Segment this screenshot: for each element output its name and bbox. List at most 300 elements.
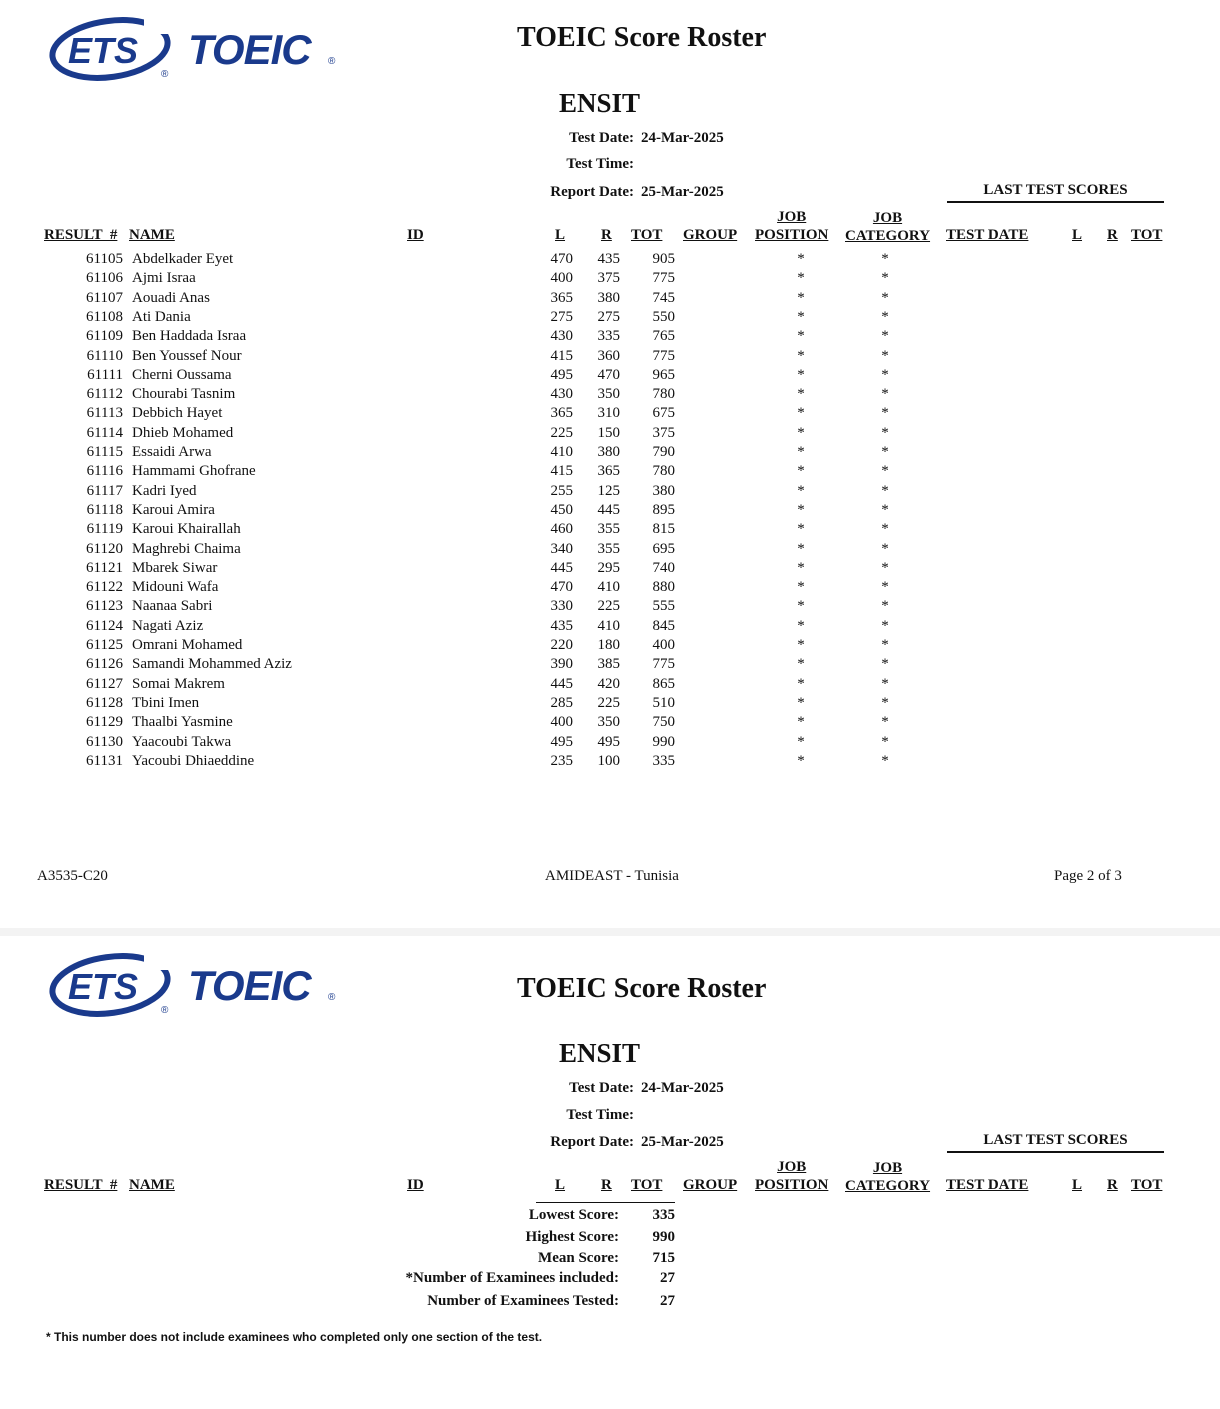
listening-score: 340 xyxy=(550,540,573,557)
table-row xyxy=(0,290,1220,309)
col-r: R xyxy=(601,1177,612,1193)
table-row xyxy=(0,598,1220,617)
examinee-name: Yacoubi Dhiaeddine xyxy=(132,752,255,769)
examinees-included-label: *Number of Examinees included: xyxy=(405,1270,619,1286)
table-row xyxy=(0,425,1220,444)
reading-score: 355 xyxy=(597,521,620,538)
examinee-name: Essaidi Arwa xyxy=(132,444,212,460)
total-score: 865 xyxy=(652,675,675,692)
total-score: 790 xyxy=(652,444,675,460)
reading-score: 380 xyxy=(597,289,620,306)
col-test-date: TEST DATE xyxy=(946,1177,1029,1193)
report-title: TOEIC Score Roster xyxy=(517,22,767,53)
job-category: * xyxy=(881,540,889,557)
result-number: 61119 xyxy=(86,521,123,538)
examinee-name: Cherni Oussama xyxy=(132,366,232,383)
table-row xyxy=(0,753,1220,772)
svg-text:ETS: ETS xyxy=(68,30,139,71)
reading-score: 225 xyxy=(597,694,620,711)
job-category: * xyxy=(881,579,889,596)
result-number: 61124 xyxy=(86,617,123,634)
listening-score: 495 xyxy=(550,733,573,750)
total-score: 965 xyxy=(652,366,675,383)
total-score: 765 xyxy=(652,328,675,345)
job-category: * xyxy=(881,444,889,460)
examinee-name: Debbich Hayet xyxy=(132,405,223,422)
lowest-score-label: Lowest Score: xyxy=(528,1207,619,1223)
col-r: R xyxy=(601,227,612,243)
col-job-category xyxy=(845,209,930,245)
job-category: * xyxy=(881,424,889,441)
total-score: 375 xyxy=(652,424,675,441)
ets-toeic-logo xyxy=(48,950,348,1020)
svg-text:®: ® xyxy=(328,56,336,67)
job-position: * xyxy=(797,405,805,422)
job-position: * xyxy=(797,559,805,576)
examinee-name: Ati Dania xyxy=(132,308,191,325)
reading-score: 380 xyxy=(597,444,620,460)
job-position: * xyxy=(797,714,805,731)
examinees-included-value: 27 xyxy=(660,1270,675,1286)
col-tot: TOT xyxy=(631,1177,663,1193)
col-job-position-bottom: POSITION xyxy=(755,227,829,243)
job-category: * xyxy=(881,482,889,499)
examinees-tested-value: 27 xyxy=(660,1293,675,1309)
table-row xyxy=(0,695,1220,714)
examinee-name: Ajmi Israa xyxy=(132,270,196,287)
job-category: * xyxy=(881,289,889,306)
col-test-date: TEST DATE xyxy=(946,227,1029,243)
total-score: 740 xyxy=(652,559,675,576)
col-id: ID xyxy=(407,1177,424,1193)
job-category: * xyxy=(881,637,889,653)
col-tot: TOT xyxy=(631,227,663,243)
examinee-name: Somai Makrem xyxy=(132,675,225,692)
job-position: * xyxy=(797,752,805,769)
result-number: 61125 xyxy=(86,637,123,653)
job-category: * xyxy=(881,366,889,383)
total-score: 695 xyxy=(652,540,675,557)
examinee-name: Kadri Iyed xyxy=(132,482,197,499)
reading-score: 350 xyxy=(597,714,620,731)
table-row xyxy=(0,560,1220,579)
total-score: 745 xyxy=(652,289,675,306)
examinees-tested-label: Number of Examinees Tested: xyxy=(427,1293,619,1309)
svg-text:®: ® xyxy=(328,992,336,1003)
result-number: 61106 xyxy=(86,270,123,287)
result-number: 61128 xyxy=(86,694,123,711)
result-number: 61107 xyxy=(86,289,123,306)
examinee-name: Ben Haddada Israa xyxy=(132,328,247,345)
table-row xyxy=(0,367,1220,386)
job-category: * xyxy=(881,656,889,673)
listening-score: 415 xyxy=(550,347,573,364)
summary-lowest-score xyxy=(0,1207,1220,1229)
page-divider xyxy=(0,928,1220,936)
last-test-scores-rule xyxy=(947,201,1164,203)
total-score: 510 xyxy=(652,694,675,711)
table-row xyxy=(0,521,1220,540)
col-last-r: R xyxy=(1107,1177,1118,1193)
examinee-name: Chourabi Tasnim xyxy=(132,386,236,403)
col-last-r: R xyxy=(1107,227,1118,243)
test-date-label: Test Date: xyxy=(569,1080,634,1096)
col-job-position xyxy=(755,208,828,244)
result-number: 61117 xyxy=(86,482,123,499)
report-date-value: 25-Mar-2025 xyxy=(641,184,724,200)
listening-score: 435 xyxy=(550,617,573,634)
footer-center: AMIDEAST - Tunisia xyxy=(545,868,679,884)
listening-score: 330 xyxy=(550,598,573,615)
last-test-scores-heading: LAST TEST SCORES xyxy=(983,1132,1128,1148)
table-row xyxy=(0,734,1220,753)
job-category: * xyxy=(881,386,889,403)
listening-score: 430 xyxy=(550,386,573,403)
col-job-position xyxy=(755,1158,828,1194)
total-score: 845 xyxy=(652,617,675,634)
col-name: NAME xyxy=(129,1177,175,1193)
listening-score: 470 xyxy=(550,251,573,267)
result-number: 61126 xyxy=(86,656,123,673)
table-row xyxy=(0,618,1220,637)
total-score: 895 xyxy=(652,501,675,518)
examinee-name: Samandi Mohammed Aziz xyxy=(132,656,292,673)
table-row xyxy=(0,270,1220,289)
reading-score: 355 xyxy=(597,540,620,557)
total-score: 780 xyxy=(652,463,675,480)
result-number: 61109 xyxy=(86,328,123,345)
organization-name: ENSIT xyxy=(559,88,641,118)
table-row xyxy=(0,463,1220,482)
total-score: 555 xyxy=(652,598,675,615)
highest-score-value: 990 xyxy=(652,1229,675,1245)
col-id: ID xyxy=(407,227,424,243)
col-job-position-top: JOB xyxy=(777,1159,807,1175)
listening-score: 400 xyxy=(550,270,573,287)
job-category: * xyxy=(881,328,889,345)
job-category: * xyxy=(881,308,889,325)
job-category: * xyxy=(881,251,889,267)
job-position: * xyxy=(797,579,805,596)
col-last-l: L xyxy=(1072,1177,1083,1193)
job-category: * xyxy=(881,694,889,711)
listening-score: 450 xyxy=(550,501,573,518)
ets-toeic-logo xyxy=(48,14,348,84)
job-category: * xyxy=(881,501,889,518)
job-position: * xyxy=(797,424,805,441)
table-row xyxy=(0,656,1220,675)
result-number: 61112 xyxy=(86,386,123,403)
col-name: NAME xyxy=(129,227,175,243)
reading-score: 100 xyxy=(597,752,620,769)
job-position: * xyxy=(797,501,805,518)
table-row xyxy=(0,348,1220,367)
examinee-name: Yaacoubi Takwa xyxy=(132,733,232,750)
job-position: * xyxy=(797,598,805,615)
col-last-tot: TOT xyxy=(1131,227,1163,243)
col-job-category-top: JOB xyxy=(872,1160,903,1176)
listening-score: 430 xyxy=(550,328,573,345)
summary-examinees-included xyxy=(0,1270,1220,1292)
reading-score: 350 xyxy=(597,386,620,403)
job-position: * xyxy=(797,366,805,383)
job-category: * xyxy=(881,714,889,731)
svg-text:®: ® xyxy=(161,1005,169,1016)
job-position: * xyxy=(797,521,805,538)
test-date-label: Test Date: xyxy=(569,130,634,146)
examinee-name: Tbini Imen xyxy=(132,694,200,711)
listening-score: 285 xyxy=(550,694,573,711)
col-result: RESULT # xyxy=(44,1177,118,1193)
summary-mean-score xyxy=(0,1250,1220,1272)
job-category: * xyxy=(881,347,889,364)
job-category: * xyxy=(881,598,889,615)
result-number: 61113 xyxy=(86,405,123,422)
total-score: 380 xyxy=(652,482,675,499)
table-row xyxy=(0,386,1220,405)
examinee-name: Abdelkader Eyet xyxy=(132,251,234,267)
reading-score: 445 xyxy=(597,501,620,518)
listening-score: 235 xyxy=(550,752,573,769)
total-score: 750 xyxy=(652,714,675,731)
test-date-value: 24-Mar-2025 xyxy=(641,130,724,146)
table-row xyxy=(0,579,1220,598)
examinee-name: Ben Youssef Nour xyxy=(132,347,242,364)
total-score: 880 xyxy=(652,579,675,596)
summary-rule xyxy=(536,1202,675,1203)
examinee-name: Midouni Wafa xyxy=(132,579,219,596)
table-row xyxy=(0,483,1220,502)
reading-score: 125 xyxy=(597,482,620,499)
total-score: 675 xyxy=(652,405,675,422)
footnote: * This number does not include examinees who completed only one section of the test. xyxy=(46,1330,543,1344)
examinee-name: Thaalbi Yasmine xyxy=(132,714,233,731)
total-score: 335 xyxy=(652,752,675,769)
job-position: * xyxy=(797,386,805,403)
test-date-value: 24-Mar-2025 xyxy=(641,1080,724,1096)
total-score: 780 xyxy=(652,386,675,403)
col-job-category-bottom: CATEGORY xyxy=(845,228,931,244)
reading-score: 180 xyxy=(597,637,620,653)
last-test-scores-heading: LAST TEST SCORES xyxy=(983,182,1128,198)
footer-code: A3535-C20 xyxy=(37,868,108,884)
job-position: * xyxy=(797,656,805,673)
result-number: 61115 xyxy=(86,444,123,460)
reading-score: 360 xyxy=(597,347,620,364)
job-position: * xyxy=(797,694,805,711)
examinee-name: Naanaa Sabri xyxy=(132,598,213,615)
svg-text:TOEIC: TOEIC xyxy=(188,26,311,73)
result-number: 61105 xyxy=(86,251,123,267)
job-position: * xyxy=(797,347,805,364)
listening-score: 495 xyxy=(550,366,573,383)
col-last-tot: TOT xyxy=(1131,1177,1163,1193)
col-group: GROUP xyxy=(683,1177,738,1193)
examinee-name: Mbarek Siwar xyxy=(132,559,218,576)
col-job-category-top: JOB xyxy=(872,210,903,226)
job-position: * xyxy=(797,463,805,480)
job-category: * xyxy=(881,270,889,287)
table-row xyxy=(0,676,1220,695)
test-time-label: Test Time: xyxy=(566,1107,634,1123)
listening-score: 275 xyxy=(550,308,573,325)
listening-score: 365 xyxy=(550,405,573,422)
result-number: 61114 xyxy=(86,424,123,441)
listening-score: 410 xyxy=(550,444,573,460)
reading-score: 435 xyxy=(597,251,620,267)
col-job-category-bottom: CATEGORY xyxy=(845,1178,931,1194)
reading-score: 335 xyxy=(597,328,620,345)
ets-toeic-logo-graphic xyxy=(48,950,348,1020)
job-category: * xyxy=(881,463,889,480)
listening-score: 365 xyxy=(550,289,573,306)
report-date-label: Report Date: xyxy=(550,184,634,200)
listening-score: 445 xyxy=(550,675,573,692)
job-category: * xyxy=(881,617,889,634)
result-number: 61121 xyxy=(86,559,123,576)
job-category: * xyxy=(881,405,889,422)
examinee-name: Nagati Aziz xyxy=(132,617,204,634)
roster-page-3 xyxy=(0,936,1220,1409)
result-number: 61110 xyxy=(86,347,123,364)
report-date-value: 25-Mar-2025 xyxy=(641,1134,724,1150)
job-category: * xyxy=(881,559,889,576)
examinee-name: Karoui Amira xyxy=(132,501,215,518)
summary-examinees-tested xyxy=(0,1293,1220,1315)
table-row xyxy=(0,251,1220,270)
summary-highest-score xyxy=(0,1229,1220,1251)
listening-score: 400 xyxy=(550,714,573,731)
job-category: * xyxy=(881,675,889,692)
col-last-l: L xyxy=(1072,227,1083,243)
svg-text:TOEIC: TOEIC xyxy=(188,962,311,1009)
job-position: * xyxy=(797,675,805,692)
result-number: 61123 xyxy=(86,598,123,615)
reading-score: 495 xyxy=(597,733,620,750)
listening-score: 390 xyxy=(550,656,573,673)
col-job-position-top: JOB xyxy=(777,209,807,225)
total-score: 400 xyxy=(652,637,675,653)
total-score: 775 xyxy=(652,270,675,287)
reading-score: 385 xyxy=(597,656,620,673)
reading-score: 420 xyxy=(597,675,620,692)
job-category: * xyxy=(881,733,889,750)
result-number: 61108 xyxy=(86,308,123,325)
job-position: * xyxy=(797,482,805,499)
table-row xyxy=(0,502,1220,521)
report-title: TOEIC Score Roster xyxy=(517,973,767,1004)
last-test-scores-rule xyxy=(947,1151,1164,1153)
total-score: 815 xyxy=(652,521,675,538)
job-category: * xyxy=(881,752,889,769)
test-time-label: Test Time: xyxy=(566,156,634,172)
result-number: 61131 xyxy=(86,752,123,769)
job-position: * xyxy=(797,328,805,345)
examinee-name: Aouadi Anas xyxy=(132,289,210,306)
organization-name: ENSIT xyxy=(559,1038,641,1068)
lowest-score-value: 335 xyxy=(652,1207,675,1223)
result-number: 61116 xyxy=(86,463,123,480)
mean-score-value: 715 xyxy=(652,1250,675,1266)
table-row xyxy=(0,309,1220,328)
reading-score: 365 xyxy=(597,463,620,480)
reading-score: 295 xyxy=(597,559,620,576)
job-category: * xyxy=(881,521,889,538)
col-l: L xyxy=(555,1177,566,1193)
table-row xyxy=(0,541,1220,560)
result-number: 61127 xyxy=(86,675,123,692)
footer-page-number: Page 2 of 3 xyxy=(1054,868,1122,884)
reading-score: 375 xyxy=(597,270,620,287)
total-score: 775 xyxy=(652,656,675,673)
total-score: 550 xyxy=(652,308,675,325)
examinee-name: Karoui Khairallah xyxy=(132,521,241,538)
table-row xyxy=(0,405,1220,424)
job-position: * xyxy=(797,289,805,306)
listening-score: 220 xyxy=(550,637,573,653)
listening-score: 225 xyxy=(550,424,573,441)
examinee-name: Maghrebi Chaima xyxy=(132,540,241,557)
reading-score: 225 xyxy=(597,598,620,615)
table-row xyxy=(0,444,1220,463)
col-result: RESULT # xyxy=(44,227,118,243)
listening-score: 445 xyxy=(550,559,573,576)
job-position: * xyxy=(797,617,805,634)
examinee-name: Dhieb Mohamed xyxy=(132,424,234,441)
reading-score: 470 xyxy=(597,366,620,383)
reading-score: 410 xyxy=(597,579,620,596)
table-row xyxy=(0,328,1220,347)
listening-score: 460 xyxy=(550,521,573,538)
reading-score: 150 xyxy=(597,424,620,441)
col-l: L xyxy=(555,227,566,243)
examinee-name: Hammami Ghofrane xyxy=(132,463,256,480)
listening-score: 255 xyxy=(550,482,573,499)
total-score: 775 xyxy=(652,347,675,364)
svg-text:ETS: ETS xyxy=(68,966,139,1007)
reading-score: 275 xyxy=(597,308,620,325)
job-position: * xyxy=(797,637,805,653)
table-row xyxy=(0,714,1220,733)
result-number: 61120 xyxy=(86,540,123,557)
job-position: * xyxy=(797,733,805,750)
total-score: 990 xyxy=(652,733,675,750)
reading-score: 410 xyxy=(597,617,620,634)
result-number: 61111 xyxy=(87,366,123,383)
listening-score: 415 xyxy=(550,463,573,480)
highest-score-label: Highest Score: xyxy=(525,1229,619,1245)
job-position: * xyxy=(797,270,805,287)
job-position: * xyxy=(797,540,805,557)
reading-score: 310 xyxy=(597,405,620,422)
result-number: 61118 xyxy=(86,501,123,518)
result-number: 61130 xyxy=(86,733,123,750)
job-position: * xyxy=(797,308,805,325)
report-date-label: Report Date: xyxy=(550,1134,634,1150)
job-position: * xyxy=(797,251,805,267)
svg-text:®: ® xyxy=(161,69,169,80)
job-position: * xyxy=(797,444,805,460)
table-row xyxy=(0,637,1220,656)
col-job-category xyxy=(845,1159,930,1195)
col-group: GROUP xyxy=(683,227,738,243)
examinee-name: Omrani Mohamed xyxy=(132,637,243,653)
result-number: 61122 xyxy=(86,579,123,596)
col-job-position-bottom: POSITION xyxy=(755,1177,829,1193)
ets-toeic-logo-graphic xyxy=(48,14,348,84)
result-number: 61129 xyxy=(86,714,123,731)
total-score: 905 xyxy=(652,251,675,267)
